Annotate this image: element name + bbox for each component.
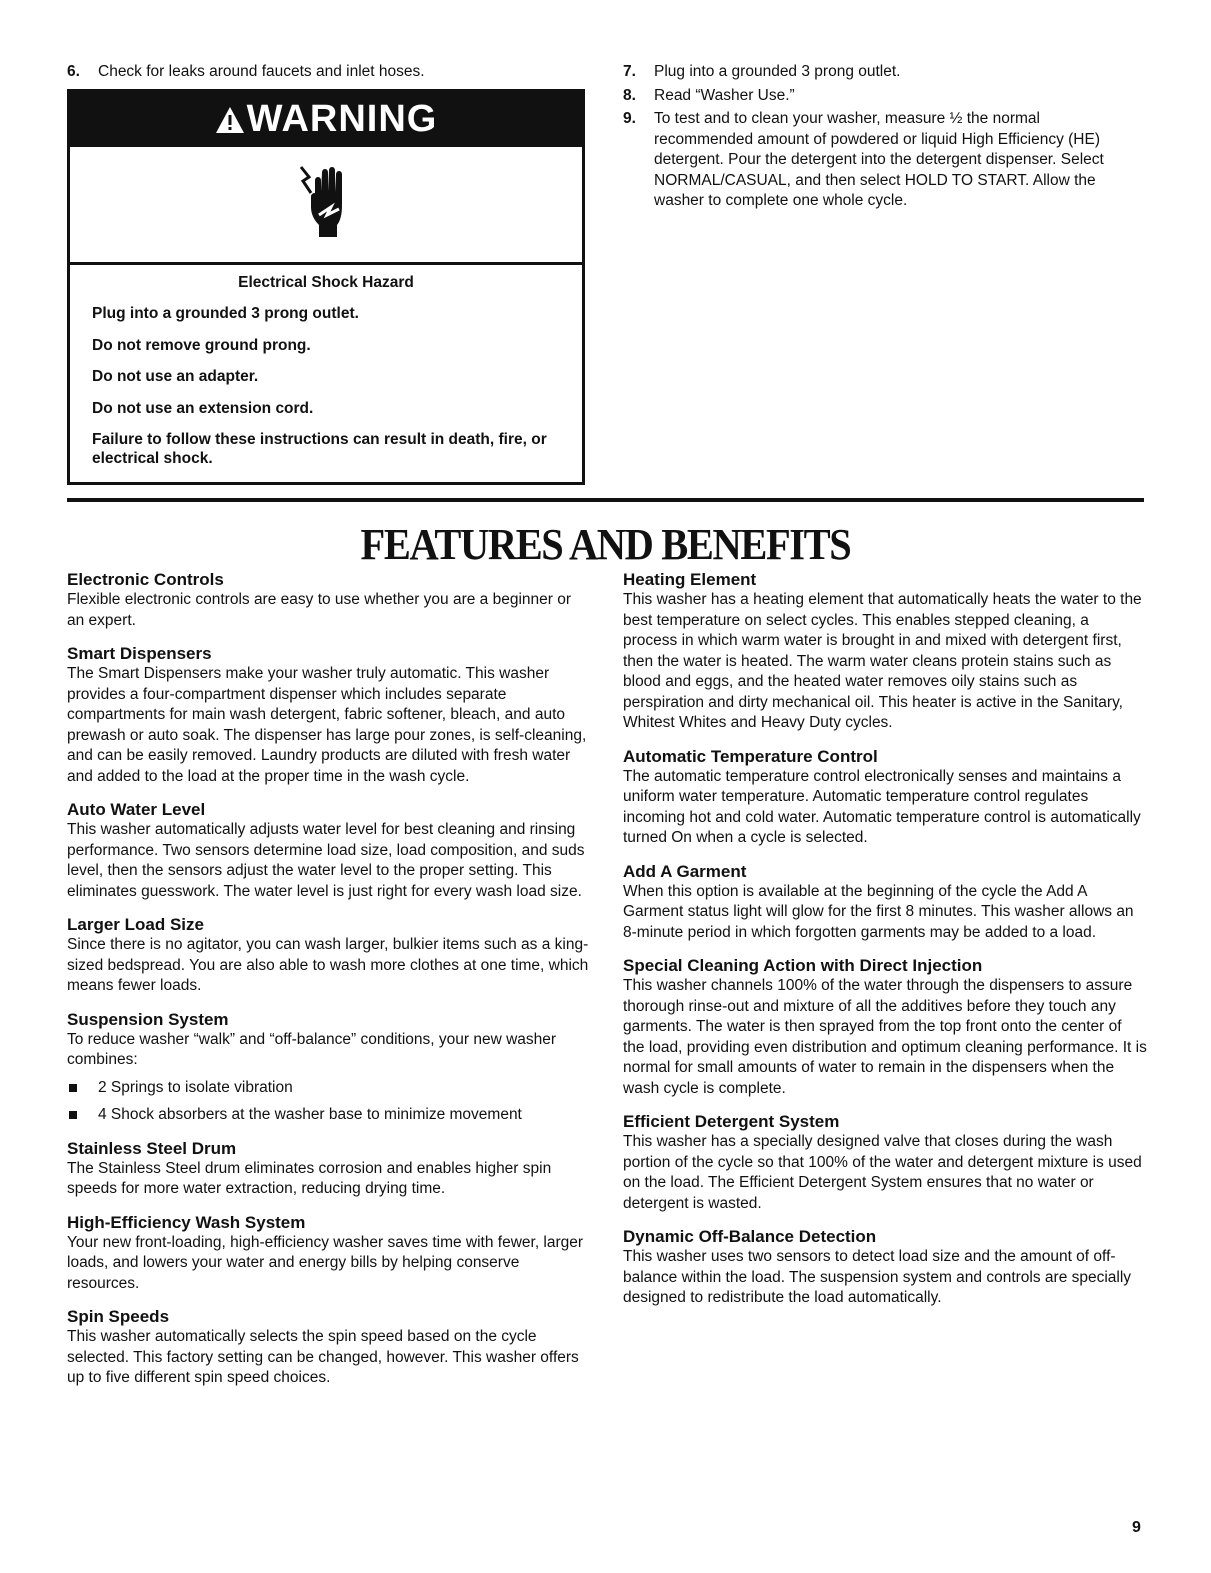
electrical-shock-hand-icon bbox=[297, 163, 355, 246]
warning-title: WARNING bbox=[246, 98, 438, 140]
warning-line: Do not use an adapter. bbox=[92, 368, 259, 385]
feature-heading: Spin Speeds bbox=[67, 1307, 170, 1326]
step-text: Read “Washer Use.” bbox=[654, 86, 795, 104]
feature-body: Flexible electronic controls are easy to use whether you are a beginner or an expert. bbox=[67, 591, 572, 629]
feature-body: This washer uses two sensors to detect load size and the amount of off-balance within the load. The suspension system and controls are specially designed to redistribute the load automatically. bbox=[623, 1248, 1132, 1306]
feature-heading: Heating Element bbox=[623, 570, 757, 589]
warning-line: Plug into a grounded 3 prong outlet. bbox=[92, 305, 359, 322]
feature-automatic-temperature-control bbox=[623, 747, 1147, 849]
feature-heading: Stainless Steel Drum bbox=[67, 1138, 237, 1158]
warning-line: Do not remove ground prong. bbox=[92, 336, 311, 354]
features-left-column bbox=[67, 570, 591, 1389]
feature-heading: Special Cleaning Action with Direct Injection bbox=[623, 956, 983, 975]
step-text: To test and to clean your washer, measure ½ the normal recommended amount of powdered or liquid High Efficiency (HE) detergent. Pour the detergent into the detergent dispenser. Select NORMAL/CASUAL, and then select HOLD TO START. Allow the washer to complete one whole cycle. bbox=[654, 110, 1104, 209]
feature-heading: Suspension System bbox=[67, 1009, 229, 1029]
install-step-9 bbox=[623, 109, 1143, 212]
bullet-square-icon bbox=[69, 1111, 77, 1119]
features-title: FEATURES AND BENEFITS bbox=[360, 520, 851, 569]
feature-body: This washer has a specially designed valve that closes during the wash portion of the cycle so that 100% of the water and detergent mixture is used on the load. The Efficient Detergent System ensures that no water or detergent is wasted. bbox=[623, 1133, 1142, 1212]
warning-triangle-icon bbox=[215, 106, 245, 134]
feature-body: The Smart Dispensers make your washer truly automatic. This washer provides a four-compartment dispenser which includes separate compartments for main wash detergent, fabric softener, bleach, and auto prewash or auto soak. The dispenser has large pour zones, is self-cleaning, and can be easily removed. Laundry products are diluted with fresh water and added to the load at the proper time in the wash cycle. bbox=[67, 665, 587, 785]
feature-high-efficiency-wash-system bbox=[67, 1213, 591, 1295]
feature-suspension-system bbox=[67, 1010, 591, 1126]
feature-stainless-steel-drum bbox=[67, 1139, 591, 1200]
install-step-6 bbox=[67, 62, 587, 83]
install-steps-right bbox=[623, 62, 1143, 212]
warning-body bbox=[70, 265, 582, 468]
warning-hazard-title: Electrical Shock Hazard bbox=[238, 274, 414, 291]
feature-smart-dispensers bbox=[67, 644, 591, 787]
install-step-7 bbox=[623, 62, 1143, 83]
section-divider bbox=[67, 498, 1144, 502]
step-number: 6. bbox=[67, 63, 80, 80]
feature-efficient-detergent-system bbox=[623, 1112, 1147, 1214]
warning-line: Failure to follow these instructions can result in death, fire, or electrical shock. bbox=[92, 431, 547, 467]
feature-auto-water-level bbox=[67, 800, 591, 902]
list-item bbox=[67, 1105, 591, 1126]
feature-body: The Stainless Steel drum eliminates corrosion and enables higher spin speeds for more water extraction, reducing drying time. bbox=[67, 1159, 552, 1197]
step-number: 8. bbox=[623, 86, 636, 104]
feature-body: The automatic temperature control electronically senses and maintains a uniform water temperature. Automatic temperature control regulates incoming hot and cold water. Automatic temperature control is automatically turned On when a cycle is selected. bbox=[623, 767, 1141, 846]
feature-heading: Auto Water Level bbox=[67, 800, 206, 819]
feature-heading: Larger Load Size bbox=[67, 915, 204, 934]
feature-body: Your new front-loading, high-efficiency washer saves time with fewer, larger loads, and lowers your water and energy bills by helping conserve resources. bbox=[67, 1233, 584, 1292]
step-number: 7. bbox=[623, 63, 636, 80]
feature-body: Since there is no agitator, you can wash larger, bulkier items such as a king-sized bedspread. You are also able to wash more clothes at one time, which means fewer loads. bbox=[67, 936, 589, 994]
feature-add-a-garment bbox=[623, 862, 1147, 944]
feature-heating-element bbox=[623, 570, 1147, 734]
feature-body: This washer channels 100% of the water through the dispensers to assure thorough rinse-out and mixture of all the additives before they touch any garments. The water is then sprayed from the top front onto the center of the load, providing even distribution and optimum cleaning performance. It is normal for small amounts of water to remain in the dispensers when the wash cycle is complete. bbox=[623, 977, 1147, 1097]
warning-box bbox=[67, 89, 585, 485]
step-text: Plug into a grounded 3 prong outlet. bbox=[654, 63, 901, 80]
step-number: 9. bbox=[623, 110, 636, 127]
page-number: 9 bbox=[1132, 1519, 1141, 1536]
bullet-square-icon bbox=[69, 1084, 77, 1092]
warning-icon-row bbox=[70, 147, 582, 265]
feature-body: This washer has a heating element that automatically heats the water to the best temperature on select cycles. This enables stepped cleaning, a process in which warm water is brought in and mixed with detergent first, then the water is heated. The warm water cleans protein stains such as blood and eggs, and the heated water removes oily stains such as perspiration and dirty mechanical oil. This heater is active in the Sanitary, Whitest Whites and Heavy Duty cycles. bbox=[623, 591, 1142, 731]
feature-body: To reduce washer “walk” and “off-balance” conditions, your new washer combines: bbox=[67, 1030, 557, 1068]
feature-larger-load-size bbox=[67, 915, 591, 997]
feature-spin-speeds bbox=[67, 1307, 591, 1389]
feature-heading: Smart Dispensers bbox=[67, 644, 212, 663]
feature-body: When this option is available at the beginning of the cycle the Add A Garment status light will glow for the first 8 minutes. This washer allows an 8-minute period in which forgotten garments may be added to a load. bbox=[623, 882, 1134, 941]
feature-body: This washer automatically selects the spin speed based on the cycle selected. This factory setting can be changed, however. This washer offers up to five different spin speed choices. bbox=[67, 1328, 579, 1386]
feature-heading: Automatic Temperature Control bbox=[623, 746, 878, 766]
step-text: Check for leaks around faucets and inlet hoses. bbox=[98, 63, 425, 80]
feature-dynamic-off-balance-detection bbox=[623, 1227, 1147, 1309]
warning-line: Do not use an extension cord. bbox=[92, 399, 314, 417]
feature-heading: High-Efficiency Wash System bbox=[67, 1212, 306, 1232]
feature-heading: Add A Garment bbox=[623, 861, 747, 881]
warning-header bbox=[70, 92, 582, 147]
feature-heading: Dynamic Off-Balance Detection bbox=[623, 1227, 877, 1246]
bullet-text: 2 Springs to isolate vibration bbox=[98, 1078, 293, 1096]
feature-heading: Efficient Detergent System bbox=[623, 1112, 840, 1131]
bullet-text: 4 Shock absorbers at the washer base to minimize movement bbox=[98, 1106, 522, 1123]
feature-body: This washer automatically adjusts water level for best cleaning and rinsing performance. Two sensors determine load size, load composition, and suds level, then the sensors adjust the water level to the proper setting. This eliminates guesswork. The water level is just right for every wash load size. bbox=[67, 821, 585, 900]
list-item bbox=[67, 1078, 591, 1099]
feature-special-cleaning-action bbox=[623, 956, 1147, 1099]
feature-electronic-controls bbox=[67, 570, 591, 631]
install-step-8 bbox=[623, 86, 1143, 107]
feature-heading: Electronic Controls bbox=[67, 570, 224, 589]
features-right-column bbox=[623, 570, 1147, 1309]
